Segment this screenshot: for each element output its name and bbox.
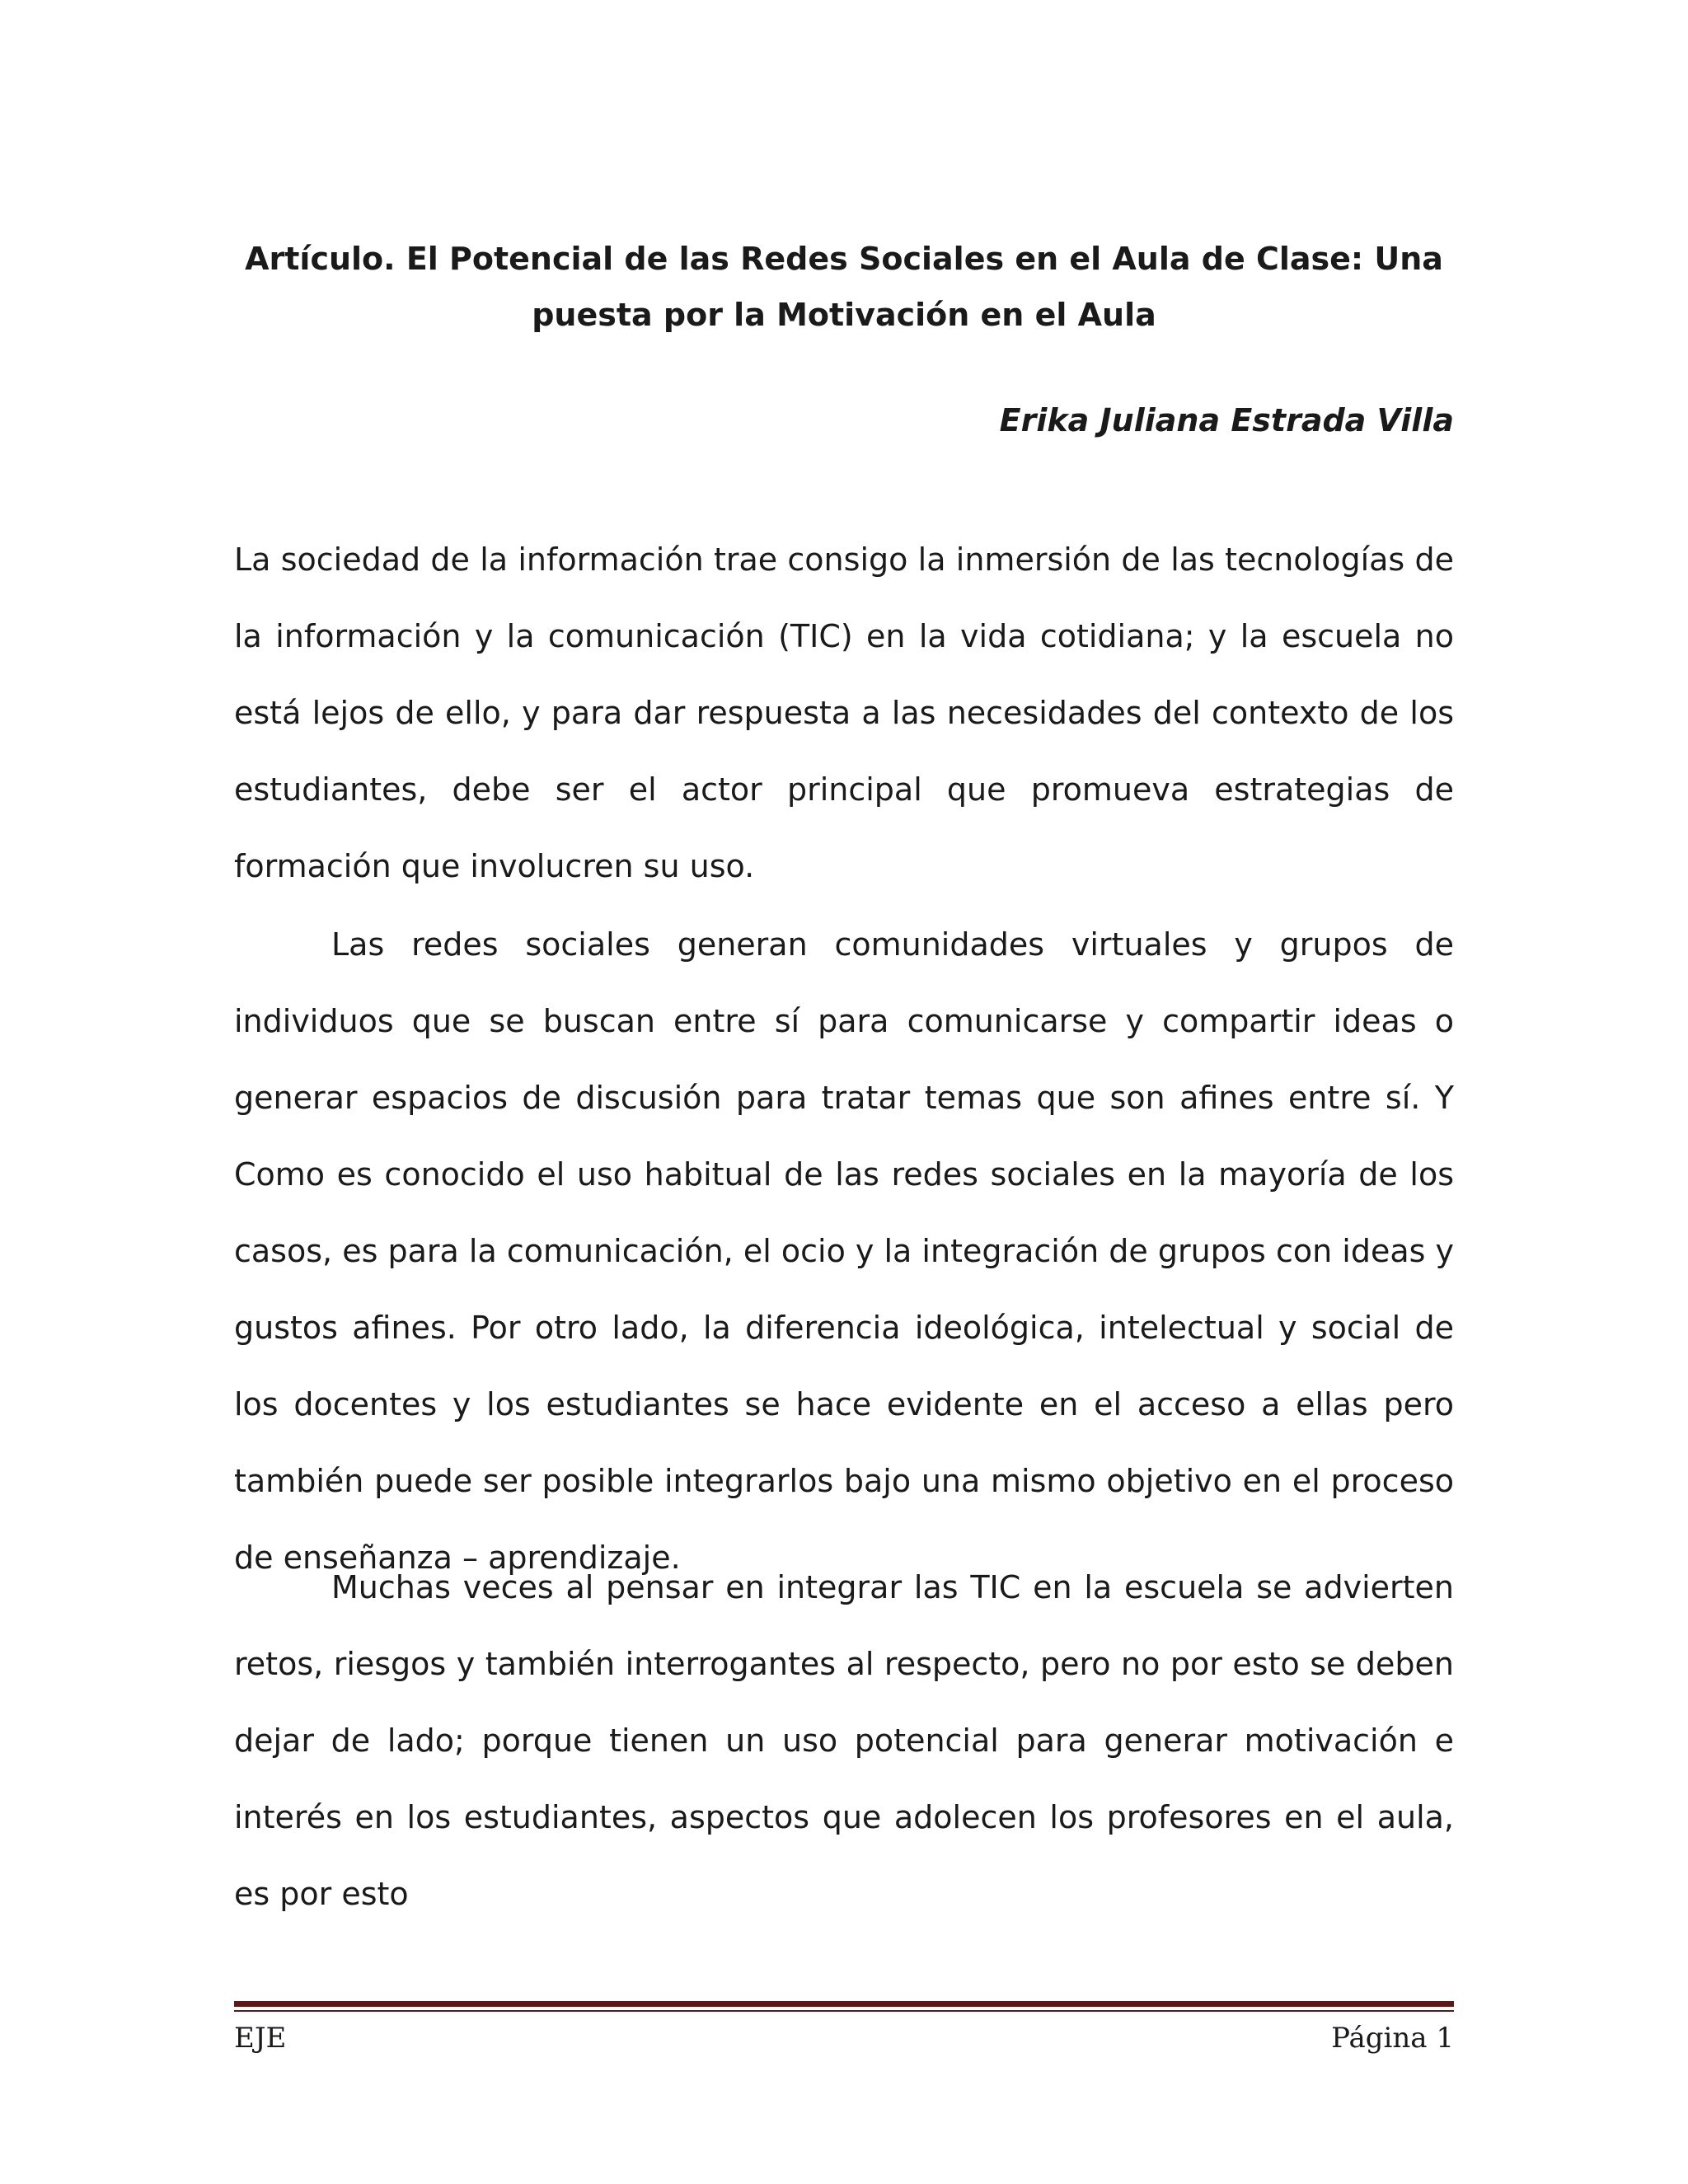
- footer-left-label: EJE: [234, 2022, 287, 2055]
- footer-rule-thick: [234, 2001, 1454, 2007]
- paragraph-3: Muchas veces al pensar en integrar las TIC en la escuela se advierten retos, riesgos y también interrogantes al respecto, pero no por esto se deben dejar de lado; porque tienen un uso potencial para generar motivación e interés en los estudiantes, aspectos que adolecen los profesores en el aula, es por esto: [234, 1569, 1454, 1912]
- article-title: [234, 231, 1454, 343]
- author-name: Erika Juliana Estrada Villa: [999, 402, 1454, 438]
- page-number: Página 1: [1331, 2022, 1454, 2055]
- paragraph-2: Las redes sociales generan comunidades virtuales y grupos de individuos que se buscan entre sí para comunicarse y compartir ideas o generar espacios de discusión para tratar temas que son afines entre sí. Y Como es conocido el uso habitual de las redes sociales en la mayoría de los casos, es para la comunicación, el ocio y la integración de grupos con ideas y gustos afines. Por otro lado, la diferencia ideológica, intelectual y social de los docentes y los estudiantes se hace evidente en el acceso a ellas pero también puede ser posible integrarlos bajo una mismo objetivo en el proceso de enseñanza – aprendizaje.: [234, 926, 1454, 1576]
- article-title-line-2: puesta por la Motivación en el Aula: [532, 297, 1156, 333]
- footer-rule-thin: [234, 2010, 1454, 2012]
- article-title-line-1: Artículo. El Potencial de las Redes Sociales en el Aula de Clase: Una: [245, 241, 1443, 277]
- paragraph-1: La sociedad de la información trae consigo la inmersión de las tecnologías de la información y la comunicación (TIC) en la vida cotidiana; y la escuela no está lejos de ello, y para dar respuesta a las necesidades del contexto de los estudiantes, debe ser el actor principal que promueva estrategias de formación que involucren su uso.: [234, 541, 1454, 884]
